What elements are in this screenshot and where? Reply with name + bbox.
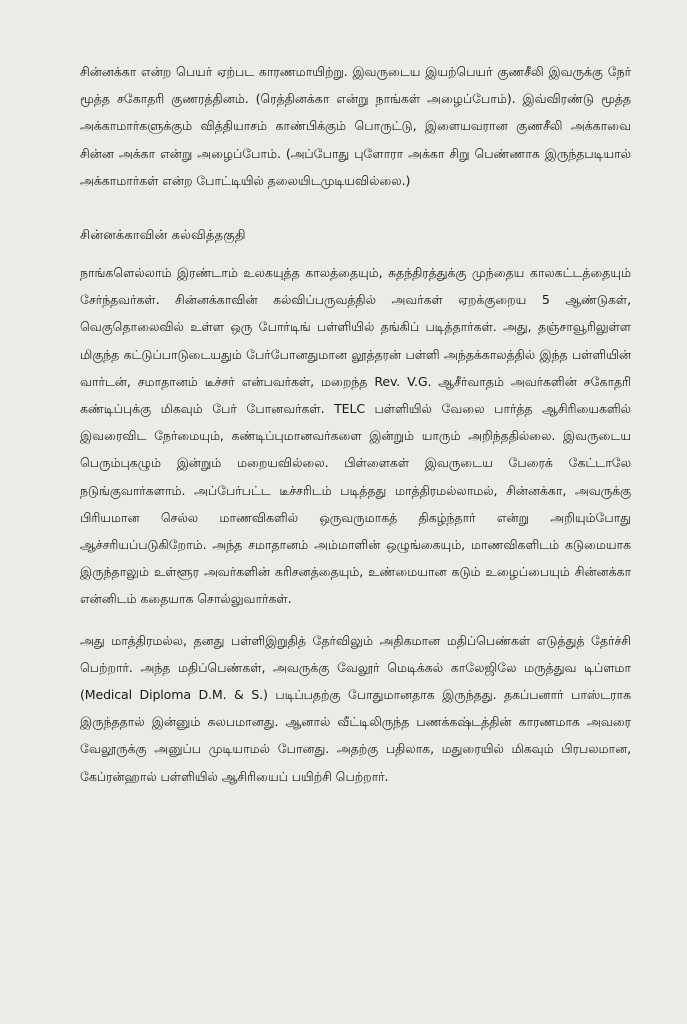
paragraph-exam-and-training: அது மாத்திரமல்ல, தனது பள்ளிஇறுதித் தேர்விலும் அதிகமான மதிப்பெண்கள் எடுத்துத் தேர்ச்சி பெற்றார். அந்த மதிப்பெண்கள், அவருக்கு வேலூர் மெடிக்கல் காலேஜிலே மருத்துவ டிப்ளமா (Medical Diploma D.M. & S.) படிப்பதற்கு போதுமானதாக இருந்தது. தகப்பனார் பாஸ்டராக இருந்ததால் இன்னும் சுலபமானது. ஆனால் வீட்டிலிருந்த பணக்கஷ்டத்தின் காரணமாக அவரை வேலூருக்கு அனுப்ப முடியாமல் போனது. அதற்கு பதிலாக, மதுரையில் மிகவும் பிரபலமான, கேப்ரன்ஹால் பள்ளியில் ஆசிரியைப் பயிற்சி பெற்றார்.: [80, 632, 631, 784]
paragraph-schooling: நாங்களெல்லாம் இரண்டாம் உலகயுத்த காலத்தையும், சுதந்திரத்துக்கு முந்தைய காலகட்டத்தையும் சேர்ந்தவர்கள். சின்னக்காவின் கல்விப்பருவத்தில் அவர்கள் ஏறக்குறைய 5 ஆண்டுகள், வெகுதொலைவில் உள்ள ஒரு போர்டிங் பள்ளியில் தங்கிப் படித்தார்கள். அது, தஞ்சாவூரிலுள்ள மிகுந்த கட்டுப்பாடுடையதும் பேர்போனதுமான லூத்தரன் பள்ளி அந்தக்காலத்தில் இந்த பள்ளியின் வார்டன், சமாதானம் டீச்சர் என்பவர்கள், மறைந்த Rev. V.G. ஆசீர்வாதம் அவர்களின் சகோதரி கண்டிப்புக்கு மிகவும் பேர் போனவர்கள். TELC பள்ளியில் வேலை பார்த்த ஆசிரியைகளில் இவரைவிட நேர்மையும், கண்டிப்புமானவர்களை இன்றும் யாரும் அறிந்ததில்லை. இவருடைய பெரும்புகழும் இன்றும் மறையவில்லை. பிள்ளைகள் இவருடைய பேரைக் கேட்டாலே நடுங்குவார்களாம். அப்பேர்பட்ட டீச்சரிடம் படித்தது மாத்திரமல்லாமல், சின்னக்கா, அவருக்கு பிரியமான செல்ல மாணவிகளில் ஒருவருமாகத் திகழ்ந்தார் என்று அறியும்போது ஆச்சரியப்படுகிறோம். அந்த சமாதானம் அம்மாளின் ஒழுங்கையும், மாணவிகளிடம் கடுமையாக இருந்தாலும் உள்ளூர அவர்களின் கரிசனத்தையும், உண்மையான கடும் உழைப்பையும் சின்னக்கா என்னிடம் கதையாக சொல்லுவார்கள்.: [80, 265, 631, 607]
paragraph-name-origin: சின்னக்கா என்ற பெயர் ஏற்பட காரணமாயிற்று. இவருடைய இயற்பெயர் குணசீலி இவருக்கு நேர் மூத்த சகோதரி குணரத்தினம். (ரெத்தினக்கா என்று நாங்கள் அழைப்போம்). இவ்விரண்டு மூத்த அக்காமார்களுக்கும் வித்தியாசம் காண்பிக்கும் பொருட்டு, இளையவரான குணசீலி அக்காவை சின்ன அக்கா என்று அழைப்போம். (அப்போது புளோரா அக்கா சிறு பெண்ணாக இருந்தபடியால் அக்காமார்கள் என்ற போட்டியில் தலையிடமுடியவில்லை.): [80, 64, 631, 188]
section-heading: சின்னக்காவின் கல்வித்தகுதி: [80, 228, 246, 244]
